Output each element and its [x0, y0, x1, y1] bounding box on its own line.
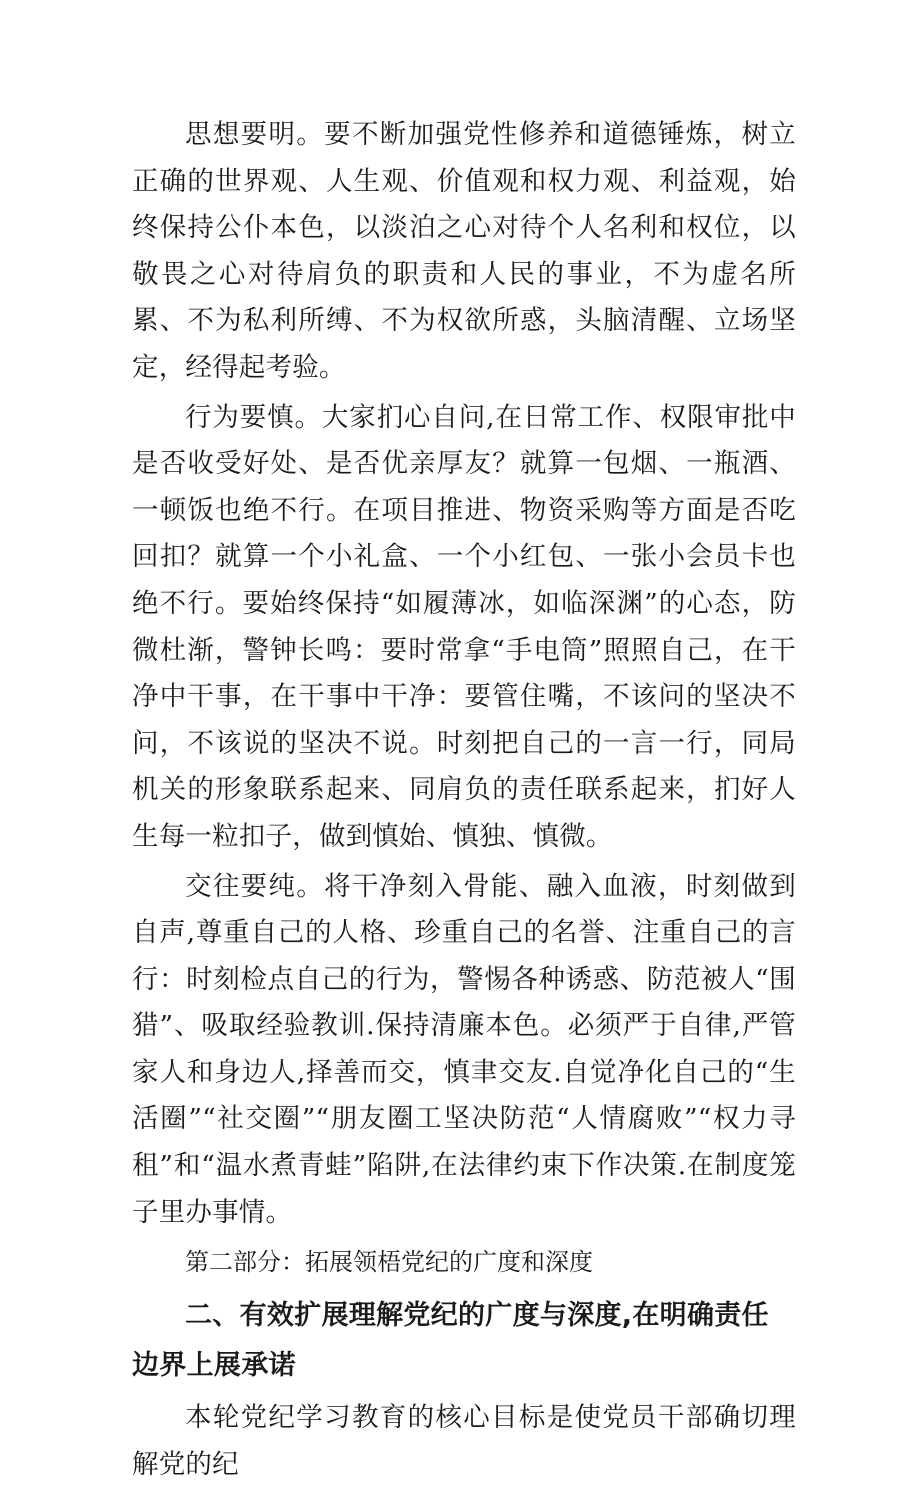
- paragraph-core-goal: 本轮党纪学习教育的核心目标是使党员干部确切理解党的纪: [132, 1402, 796, 1480]
- document-page: [132, 112, 796, 1488]
- paragraph-association: 交往要纯。将干净刻入骨能、融入血液，时刻做到自声,尊重自己的人格、珍重自己的名誉、注重自己的言行：时刻检点自己的行为，警惕各种诱惑、防范被人“围猎”、吸取经验教训.保持清廉本色。必须严于自律,严管家人和身边人,择善而交，慎聿交友.自觉净化自己的“生活圈”“社交圈”“朋友圈工坚决防范“人情腐败”“权力寻租”和“温水煮青蛙”陷阱,在法律约束下作决策.在制度笼子里办事情。: [132, 870, 796, 1228]
- section-heading: 二、有效扩展理解党纪的广度与深度,在明确责任边界上展承诺: [132, 1300, 769, 1382]
- part-label: 第二部分：拓展领梧党纪的广度和深度: [185, 1248, 593, 1277]
- paragraph-conduct: 行为要慎。大家扪心自问,在日常工作、权限审批中是否收受好处、是否优亲厚友？就算一包烟、一瓶酒、一顿饭也绝不行。在项目推进、物资采购等方面是否吃回扣？就算一个小礼盒、一个小红包、一张小会员卡也绝不行。要始终保持“如履薄冰，如临深渊”的心态，防微杜渐，警钟长鸣：要时常拿“手电筒”照照自己，在干净中干事，在干事中干净：要管住嘴，不该问的坚决不问，不该说的坚决不说。时刻把自己的一言一行，同局机关的形象联系起来、同肩负的责任联系起来，扪好人生每一粒扣子，做到慎始、慎独、慎微。: [132, 401, 796, 852]
- paragraph-thought: 思想要明。要不断加强党性修养和道德锤炼，树立正确的世界观、人生观、价值观和权力观、利益观，始终保持公仆本色，以淡泊之心对待个人名利和权位，以敬畏之心对待肩负的职责和人民的事业，不为虚名所累、不为私利所缚、不为权欲所惑，头脑清醒、立场坚定，经得起考验。: [132, 119, 796, 383]
